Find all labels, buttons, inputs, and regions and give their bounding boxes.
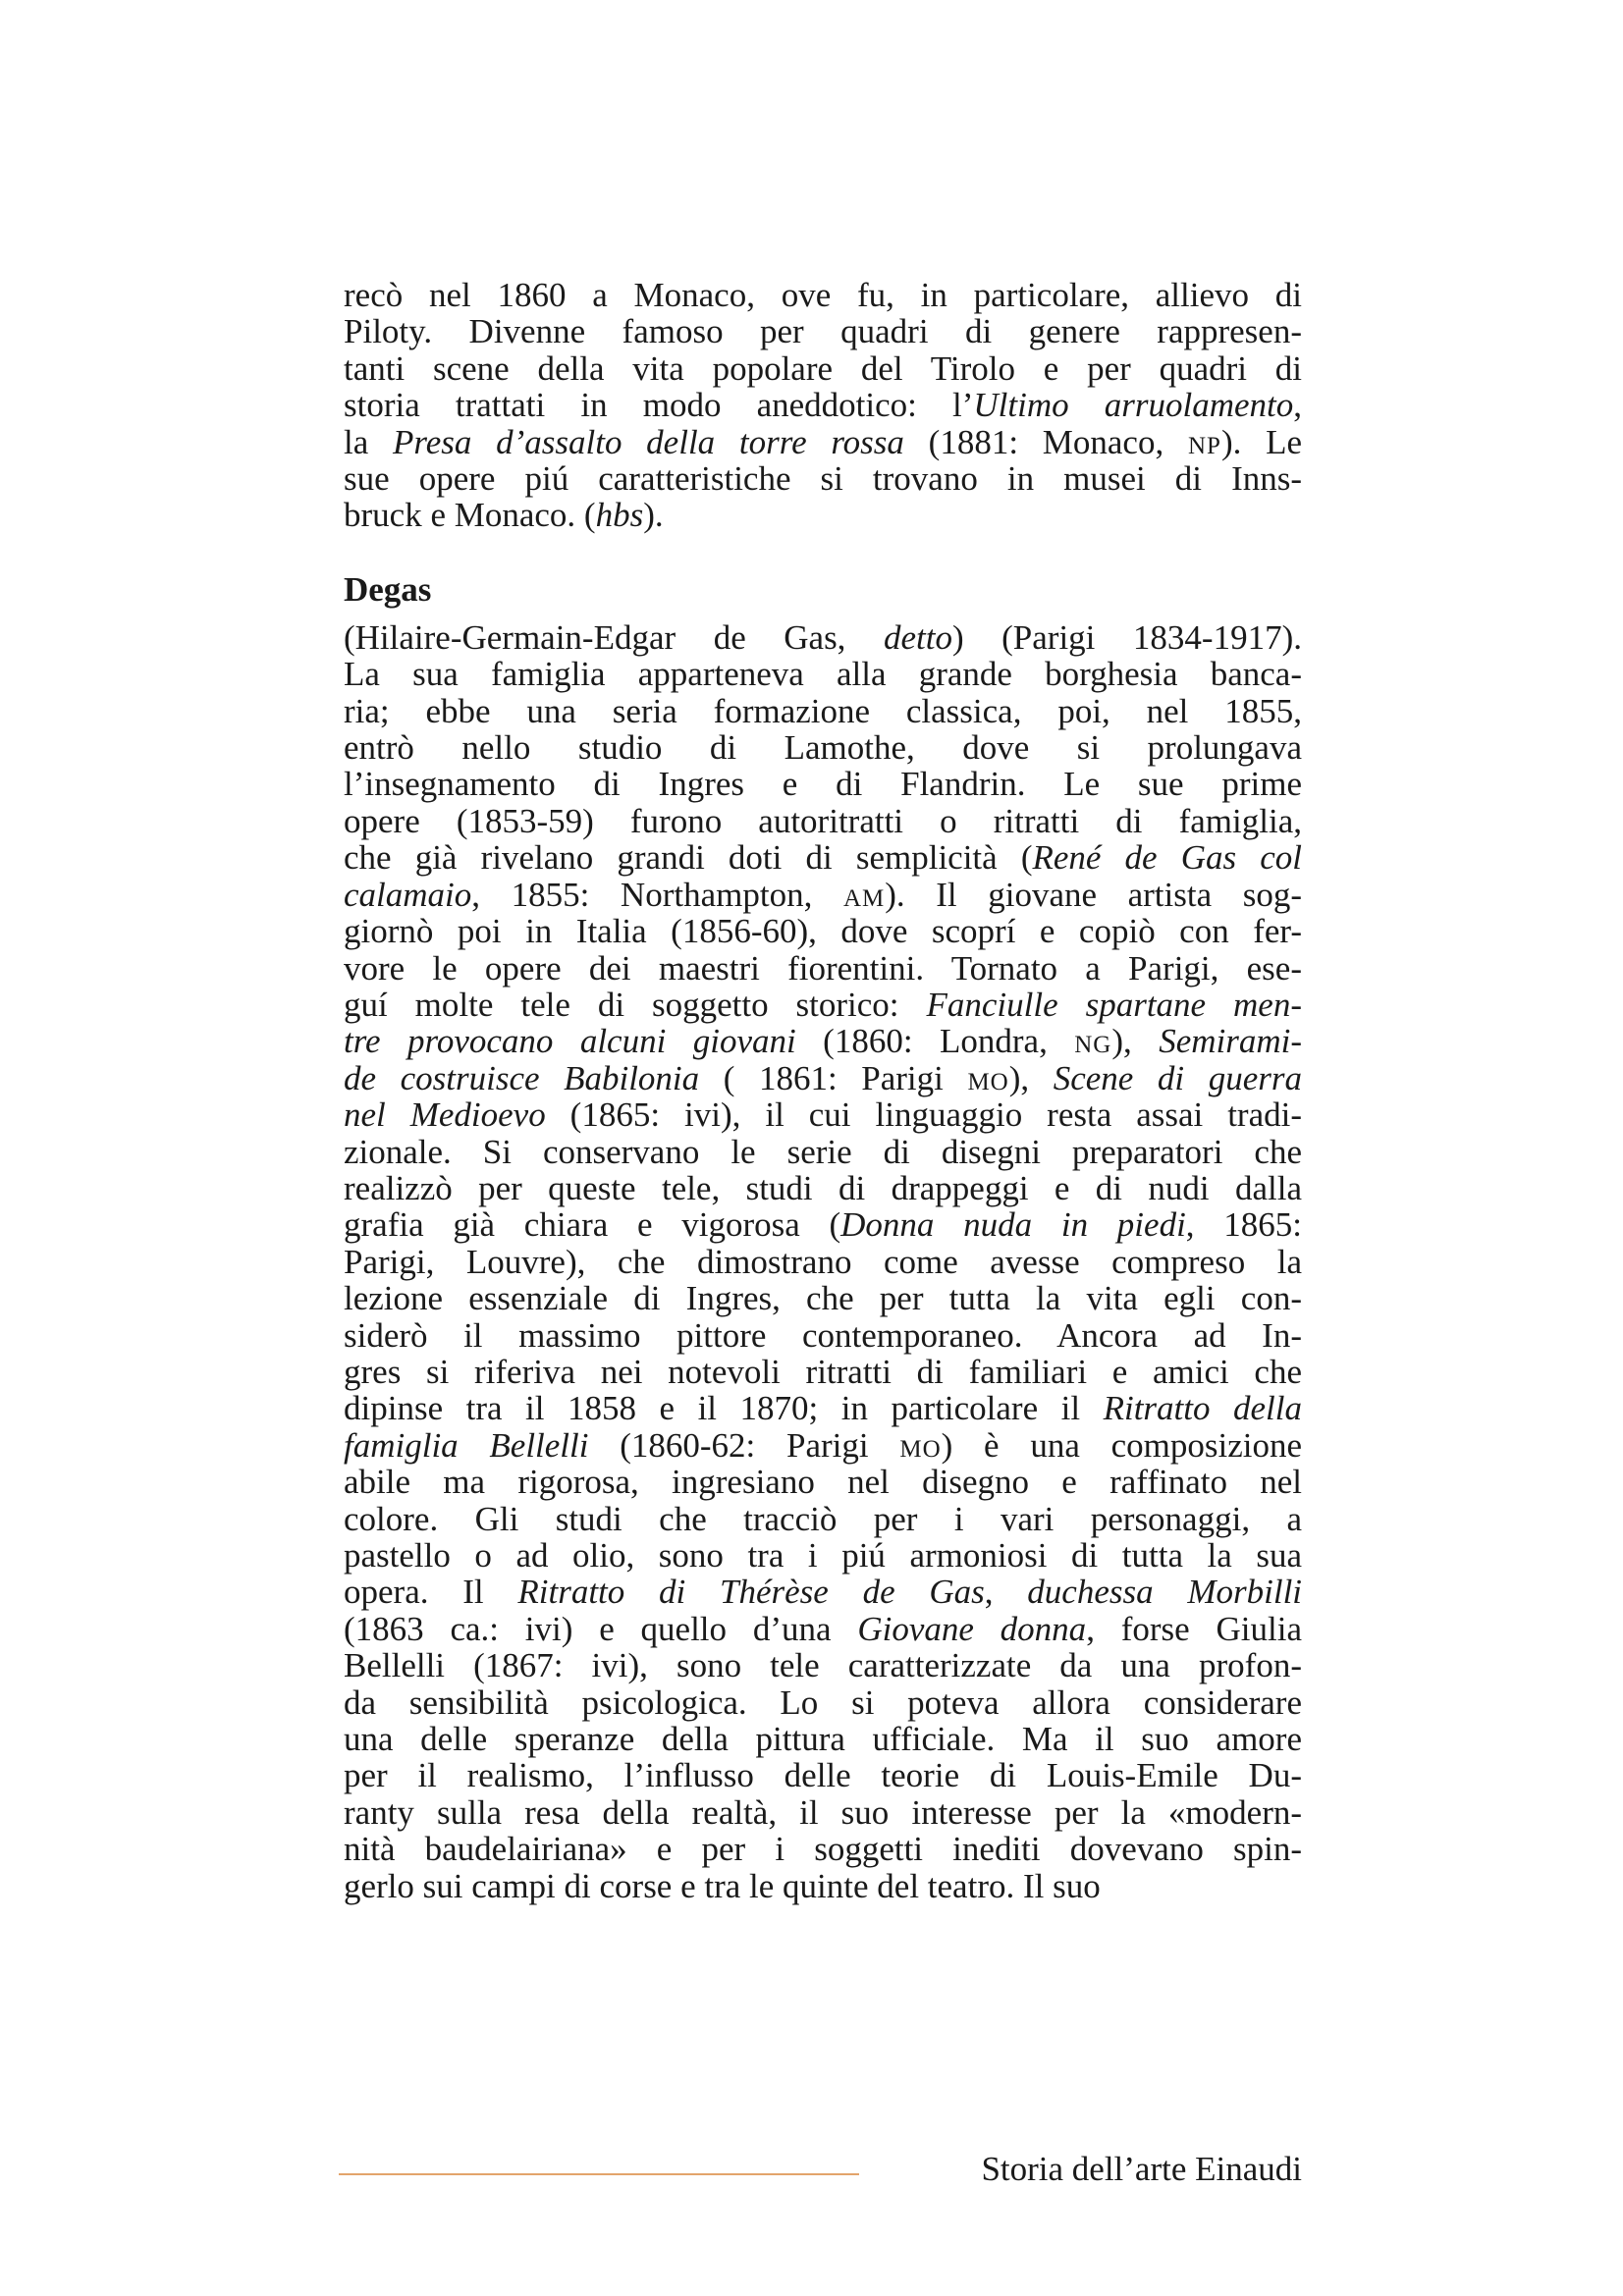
italic-title: hbs <box>595 496 644 535</box>
collection-abbreviation: ng <box>1074 1022 1112 1061</box>
collection-abbreviation: mo <box>967 1058 1009 1097</box>
text-run: grafia già chiara e vigorosa ( <box>344 1205 841 1245</box>
text-run: nità baudelairiana» e per i soggetti inediti dovevano spin- <box>344 1830 1302 1869</box>
text-line <box>344 1757 1302 1793</box>
text-run: Piloty. Divenne famoso per quadri di genere rappresen- <box>344 312 1302 351</box>
text-line <box>344 1390 1302 1426</box>
text-line <box>344 1170 1302 1206</box>
text-line <box>344 1134 1302 1170</box>
italic-title: Semirami- <box>1159 1022 1303 1061</box>
text-line <box>344 1244 1302 1280</box>
text-line <box>344 1280 1302 1316</box>
text-line <box>344 460 1302 497</box>
text-line <box>344 1206 1302 1243</box>
text-run: , <box>1293 386 1302 425</box>
text-run: , forse Giulia <box>1086 1609 1302 1648</box>
text-line <box>344 839 1302 876</box>
italic-title: nel Medioevo <box>344 1095 546 1135</box>
italic-title: famiglia Bellelli <box>344 1425 589 1465</box>
text-line <box>344 1721 1302 1757</box>
text-run: (1860: Londra, <box>795 1022 1075 1061</box>
text-run: ), <box>1008 1058 1054 1097</box>
text-run: , 1855: Northampton, <box>471 875 843 914</box>
text-run: gres si riferiva nei notevoli ritratti di familiari e amici che <box>344 1352 1302 1391</box>
italic-title: calamaio <box>344 875 472 914</box>
text-line <box>344 803 1302 839</box>
text-line <box>344 313 1302 349</box>
text-line <box>344 1060 1302 1096</box>
text-run: (Hilaire-Germain-Edgar de Gas, <box>344 617 884 657</box>
text-line <box>344 1794 1302 1831</box>
text-line <box>344 619 1302 656</box>
italic-title: Donna nuda in piedi <box>840 1205 1186 1245</box>
text-run: , 1865: <box>1185 1205 1302 1245</box>
text-run: dipinse tra il 1858 e il 1870; in particolare il <box>344 1389 1104 1428</box>
text-line <box>344 1611 1302 1647</box>
text-run: , <box>984 1573 1028 1612</box>
italic-title: Ritratto della <box>1103 1389 1303 1428</box>
text-run: vore le opere dei maestri fiorentini. Tornato a Parigi, ese- <box>344 948 1302 988</box>
text-run: ria; ebbe una seria formazione classica, poi, nel 1855, <box>344 691 1302 730</box>
text-run: zionale. Si conservano le serie di disegni preparatori che <box>344 1132 1302 1171</box>
page-content <box>344 277 1302 1904</box>
text-run: da sensibilità psicologica. Lo si poteva allora considerare <box>344 1682 1302 1722</box>
collection-abbreviation: am <box>842 875 886 914</box>
text-run: opera. Il <box>344 1573 518 1612</box>
text-line <box>344 497 1302 533</box>
text-run: guí molte tele di soggetto storico: <box>344 985 927 1024</box>
text-line <box>344 1023 1302 1059</box>
collection-abbreviation: np <box>1187 422 1221 461</box>
text-line <box>344 1317 1302 1354</box>
text-run: abile ma rigorosa, ingresiano nel disegno e raffinato nel <box>344 1463 1302 1502</box>
text-line <box>344 1831 1302 1867</box>
text-line <box>344 277 1302 313</box>
text-run: (1865: ivi), il cui linguaggio resta assai tradi- <box>545 1095 1302 1135</box>
text-run: ), <box>1111 1022 1160 1061</box>
text-run: l’insegnamento di Ingres e di Flandrin. Le sue prime <box>344 765 1302 804</box>
text-run: per il realismo, l’influsso delle teorie di Louis-Emile Du- <box>344 1756 1302 1795</box>
italic-title: de costruisce Babilonia <box>344 1058 700 1097</box>
text-run: La sua famiglia apparteneva alla grande borghesia banca- <box>344 655 1302 694</box>
text-run: ( 1861: Parigi <box>699 1058 968 1097</box>
text-run: (1863 ca.: ivi) e quello d’una <box>344 1609 858 1648</box>
text-line <box>344 729 1302 766</box>
italic-title: Giovane donna <box>857 1609 1087 1648</box>
text-line <box>344 987 1302 1023</box>
text-line <box>344 1647 1302 1683</box>
text-run: realizzò per queste tele, studi di drappeggi e di nudi dalla <box>344 1168 1302 1207</box>
text-run: giornò poi in Italia (1856-60), dove scoprí e copiò con fer- <box>344 912 1302 951</box>
text-run: siderò il massimo pittore contemporaneo. Ancora ad In- <box>344 1315 1302 1355</box>
text-line <box>344 1501 1302 1537</box>
italic-title: tre provocano alcuni giovani <box>344 1022 796 1061</box>
text-run: colore. Gli studi che tracciò per i vari personaggi, a <box>344 1499 1302 1538</box>
text-line <box>344 766 1302 802</box>
text-run: sue opere piú caratteristiche si trovano in musei di Inns- <box>344 459 1302 499</box>
italic-title: detto <box>883 617 952 657</box>
text-run: lezione essenziale di Ingres, che per tutta la vita egli con- <box>344 1279 1302 1318</box>
text-run: ranty sulla resa della realtà, il suo interesse per la «modern- <box>344 1792 1302 1832</box>
text-run: la <box>344 422 393 461</box>
text-run: opere (1853-59) furono autoritratti o ritratti di famiglia, <box>344 801 1302 840</box>
text-run: tanti scene della vita popolare del Tirolo e per quadri di <box>344 348 1302 388</box>
collection-abbreviation: mo <box>899 1425 942 1465</box>
text-line <box>344 1096 1302 1133</box>
text-line <box>344 877 1302 913</box>
entry-heading: Degas <box>344 569 432 609</box>
italic-title: Ultimo arruolamento <box>973 386 1294 425</box>
text-run: entrò nello studio di Lamothe, dove si prolungava <box>344 728 1302 768</box>
text-line <box>344 656 1302 692</box>
text-run: ). <box>643 496 664 535</box>
text-run: pastello o ad olio, sono tra i piú armoniosi di tutta la sua <box>344 1536 1302 1575</box>
italic-title: Scene di guerra <box>1053 1058 1302 1097</box>
entry-body <box>344 619 1302 1904</box>
text-line <box>344 1537 1302 1574</box>
italic-title: duchessa Morbilli <box>1027 1573 1303 1612</box>
text-line <box>344 1354 1302 1390</box>
page-footer <box>339 2150 1302 2189</box>
italic-title: Ritratto di Thérèse de Gas <box>517 1573 985 1612</box>
text-run: storia trattati in modo aneddotico: l’ <box>344 386 974 425</box>
text-run: recò nel 1860 a Monaco, ove fu, in particolare, allievo di <box>344 276 1302 314</box>
text-run: bruck e Monaco. ( <box>344 496 596 535</box>
text-line <box>344 1684 1302 1721</box>
text-line <box>344 1868 1302 1904</box>
text-line <box>344 1427 1302 1464</box>
text-run: ) (Parigi 1834-1917). <box>951 617 1302 657</box>
text-run: ). Le <box>1220 422 1302 461</box>
intro-paragraph <box>344 277 1302 534</box>
text-line <box>344 387 1302 423</box>
text-line <box>344 1574 1302 1610</box>
text-line <box>344 913 1302 949</box>
italic-title: Fanciulle spartane men- <box>926 985 1302 1024</box>
text-line <box>344 950 1302 987</box>
text-run: una delle speranze della pittura ufficiale. Ma il suo amore <box>344 1720 1302 1759</box>
text-run: ). Il giovane artista sog- <box>885 875 1302 914</box>
text-run: (1860-62: Parigi <box>588 1425 900 1465</box>
footer-rule <box>339 2173 859 2175</box>
text-line <box>344 350 1302 387</box>
text-run: Bellelli (1867: ivi), sono tele caratterizzate da una profon- <box>344 1646 1302 1685</box>
text-line <box>344 424 1302 460</box>
italic-title: Presa d’assalto della torre rossa <box>393 422 904 461</box>
text-run: (1881: Monaco, <box>903 422 1188 461</box>
text-run: gerlo sui campi di corse e tra le quinte del teatro. Il suo <box>344 1866 1101 1905</box>
italic-title: René de Gas col <box>1032 838 1303 878</box>
text-run: che già rivelano grandi doti di semplicità ( <box>344 838 1033 878</box>
text-run: Parigi, Louvre), che dimostrano come avesse compreso la <box>344 1242 1302 1281</box>
text-line <box>344 693 1302 729</box>
text-line <box>344 1464 1302 1500</box>
text-run: ) è una composizione <box>941 1425 1303 1465</box>
footer-title: Storia dell’arte Einaudi <box>981 2150 1302 2188</box>
